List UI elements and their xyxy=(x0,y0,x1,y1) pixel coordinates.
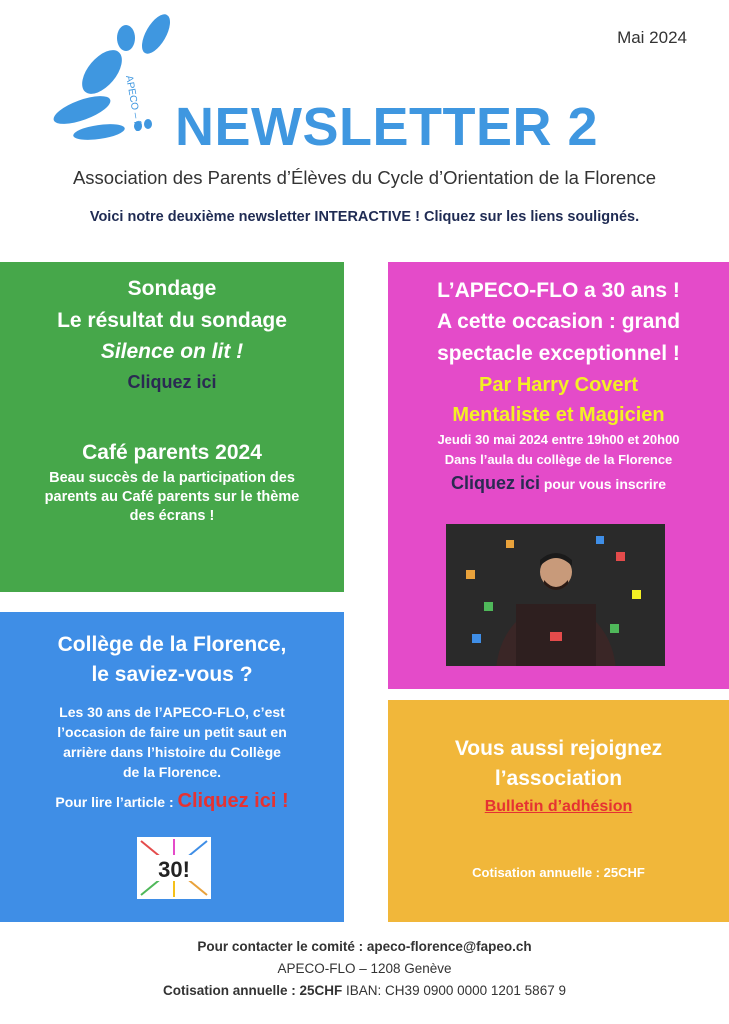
survey-heading: Sondage xyxy=(127,277,217,300)
show-line1: L’APECO-FLO a 30 ans ! xyxy=(437,279,680,302)
footer-contact[interactable]: Pour contacter le comité : apeco-florence@fapeo.ch xyxy=(197,939,532,954)
show-performer: Par Harry Covert xyxy=(479,374,638,396)
college-line1: Collège de la Florence, xyxy=(57,633,287,656)
join-line2: l’association xyxy=(494,767,623,790)
date: Mai 2024 xyxy=(617,28,687,47)
badge-30-text: 30! xyxy=(158,857,190,882)
college-p4: de la Florence. xyxy=(122,764,222,780)
subtitle: Association des Parents d’Élèves du Cycle d’Orientation de la Florence xyxy=(72,167,657,188)
footer-address: APECO-FLO – 1208 Genève xyxy=(277,961,452,976)
badge-30-graphic xyxy=(137,837,211,899)
survey-link[interactable]: Cliquez ici xyxy=(127,372,217,392)
performer-photo xyxy=(446,524,665,666)
college-p3: arrière dans l’histoire du Collège xyxy=(63,744,281,760)
logo-text: APECO – flo xyxy=(123,74,144,133)
apeco-logo xyxy=(44,14,174,144)
survey-line2: Silence on lit ! xyxy=(100,340,244,363)
footer xyxy=(0,936,729,1002)
college-panel xyxy=(0,612,344,922)
footer-iban: IBAN: CH39 0900 0000 1201 5867 9 xyxy=(342,983,566,998)
cafe-line3: des écrans ! xyxy=(129,508,215,524)
show-panel xyxy=(388,262,729,689)
show-line2: A cette occasion : grand xyxy=(436,310,681,333)
show-link[interactable]: Cliquez ici xyxy=(450,473,540,493)
college-line2: le saviez-vous ? xyxy=(91,663,253,686)
show-date: Jeudi 30 mai 2024 entre 19h00 et 20h00 xyxy=(437,432,680,447)
cafe-heading: Café parents 2024 xyxy=(82,441,262,464)
college-p2: l’occasion de faire un petit saut en xyxy=(57,724,287,740)
survey-line1: Le résultat du sondage xyxy=(57,309,287,332)
performer-illustration xyxy=(446,524,665,666)
cafe-line1: Beau succès de la participation des xyxy=(49,470,295,486)
survey-panel xyxy=(0,262,344,592)
join-fee: Cotisation annuelle : 25CHF xyxy=(472,865,645,880)
newsletter-title: NEWSLETTER 2 xyxy=(175,97,599,157)
join-panel xyxy=(388,700,729,922)
show-line3: spectacle exceptionnel ! xyxy=(437,342,680,365)
college-link[interactable]: Cliquez ici ! xyxy=(177,790,289,812)
footer-fee: Cotisation annuelle : 25CHF xyxy=(163,983,343,998)
intro-text: Voici notre deuxième newsletter INTERACTIVE ! Cliquez sur les liens soulignés. xyxy=(89,209,640,225)
college-p1: Les 30 ans de l’APECO-FLO, c’est xyxy=(59,704,285,720)
college-read-prefix: Pour lire l’article : xyxy=(55,794,178,810)
join-line1: Vous aussi rejoignez xyxy=(454,737,663,760)
show-link-suffix: pour vous inscrire xyxy=(539,476,667,492)
show-place: Dans l’aula du collège de la Florence xyxy=(444,452,673,467)
cafe-line2: parents au Café parents sur le thème xyxy=(44,489,300,505)
membership-form-link[interactable]: Bulletin d’adhésion xyxy=(484,798,633,815)
show-performer-title: Mentaliste et Magicien xyxy=(452,404,665,426)
badge-30 xyxy=(137,837,211,899)
